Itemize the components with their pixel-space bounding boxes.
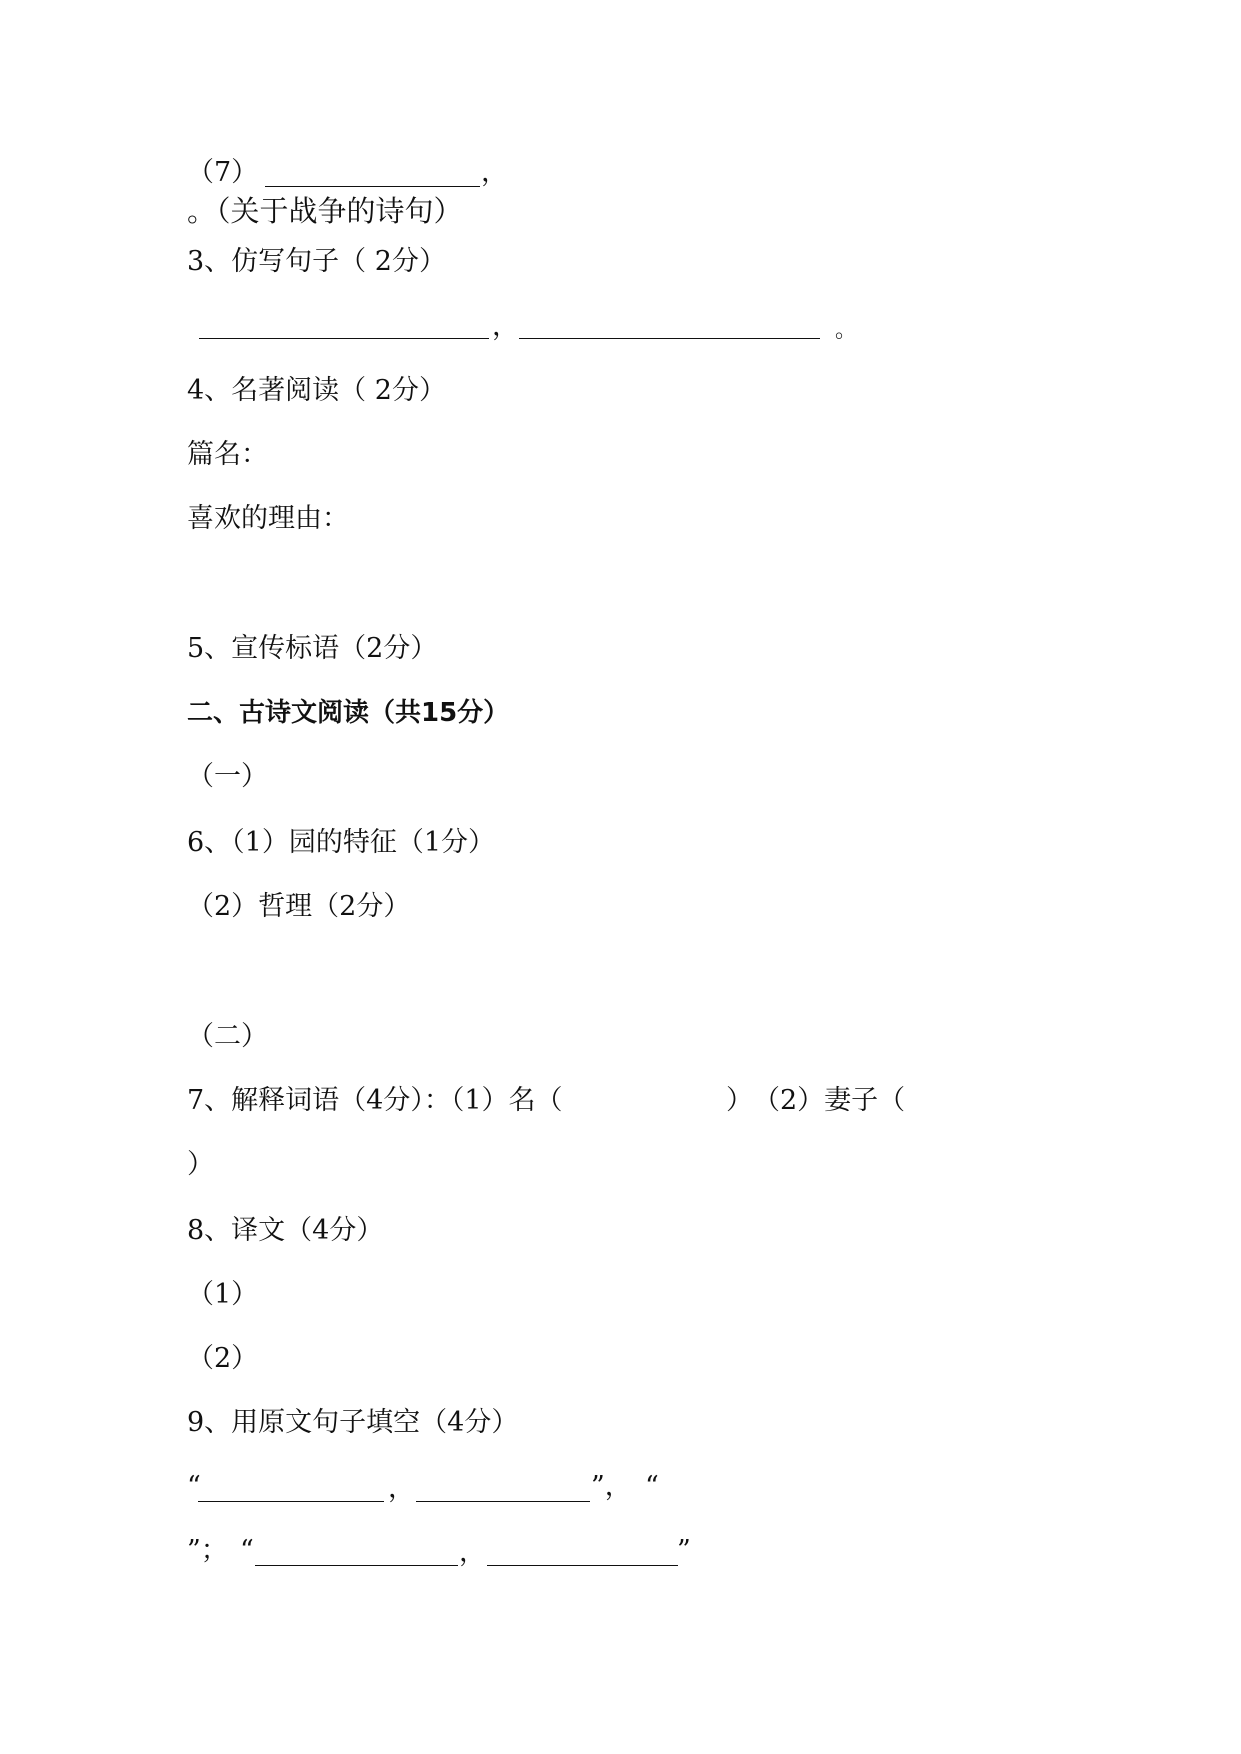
q7-close: ） <box>187 1149 214 1180</box>
q9-close-1: ”， <box>591 1471 632 1502</box>
q4-reason-label: 喜欢的理由： <box>187 503 349 534</box>
q8-title: 8、译文（4分） <box>187 1215 384 1246</box>
q9-comma-3: ， <box>459 1537 486 1568</box>
q3-end: 。 <box>835 318 858 343</box>
q4-title: 4、名著阅读（ 2分） <box>187 375 446 406</box>
q6-title: 6、（1）园的特征（1分） <box>187 827 496 858</box>
q3-title: 3、仿写句子（ 2分） <box>187 246 446 277</box>
q9-blank-1[interactable] <box>198 1501 384 1502</box>
q9-blank-4[interactable] <box>487 1565 678 1566</box>
q3-blank-2[interactable] <box>519 338 820 339</box>
q3-comma: ， <box>492 311 519 342</box>
part2-label: （二） <box>187 1021 268 1052</box>
q8-sub1: （1） <box>187 1279 259 1310</box>
q2-7-blank[interactable] <box>265 186 480 187</box>
q7-title: 7、解释词语（4分）：（1）名（ <box>187 1085 563 1116</box>
q9-open-quote-3: “ <box>240 1535 254 1566</box>
q9-close-3: ” <box>677 1535 691 1566</box>
q8-sub2: （2） <box>187 1343 259 1374</box>
q9-blank-3[interactable] <box>255 1565 458 1566</box>
q4-name-label: 篇名： <box>187 439 268 470</box>
q6-sub2: （2）哲理（2分） <box>187 891 411 922</box>
q7-mid: ） （2）妻子（ <box>726 1085 906 1116</box>
q3-blank-1[interactable] <box>199 338 489 339</box>
q9-title: 9、用原文句子填空（4分） <box>187 1407 519 1438</box>
part1-label: （一） <box>187 761 268 792</box>
q2-7-tail: 。（关于战争的诗句） <box>187 194 463 228</box>
q5-title: 5、宣传标语（2分） <box>187 633 438 664</box>
q9-open-quote-2: “ <box>645 1471 659 1502</box>
q9-blank-2[interactable] <box>416 1501 590 1502</box>
q9-comma-1: ， <box>388 1473 415 1504</box>
q9-open-quote-1: “ <box>187 1471 201 1502</box>
q2-7-comma: ， <box>481 157 508 188</box>
q2-7-prefix: （7） <box>187 157 259 188</box>
section2-title: 二、古诗文阅读（共15分） <box>187 698 510 728</box>
q9-close-2: ”； <box>187 1535 228 1566</box>
